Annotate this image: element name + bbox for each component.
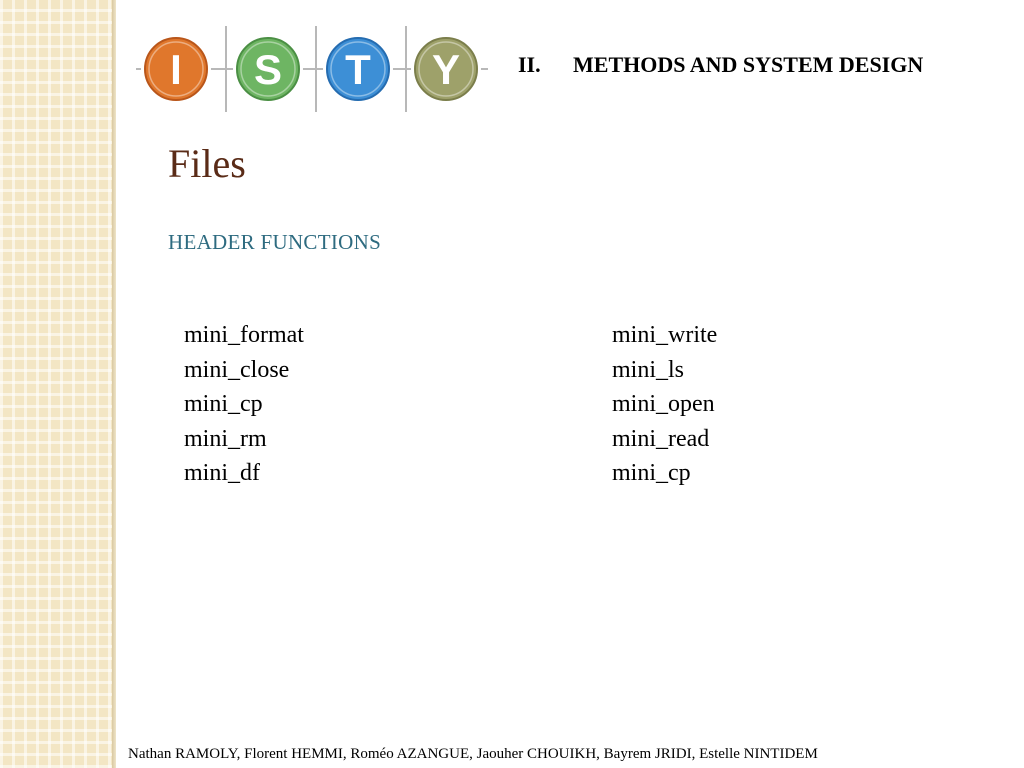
authors-footer: Nathan RAMOLY, Florent HEMMI, Roméo AZANGUE, Jaouher CHOUIKH, Bayrem JRIDI, Estelle NINTIDEM: [128, 746, 818, 762]
svg-text:I: I: [170, 46, 182, 93]
logo-circle-i: [141, 34, 211, 104]
logo-circle-t: [323, 34, 393, 104]
function-item: mini_write: [612, 322, 718, 348]
svg-text:T: T: [345, 46, 371, 93]
slide-subtitle: HEADER FUNCTIONS: [168, 230, 382, 254]
function-item: mini_df: [184, 460, 260, 486]
svg-text:Y: Y: [431, 46, 461, 93]
function-item: mini_close: [184, 356, 290, 383]
section-heading: [518, 52, 923, 78]
slide-title: Files: [168, 141, 246, 186]
functions-right-column: [612, 318, 717, 491]
logo-circle-s: [233, 34, 303, 104]
function-item: mini_cp: [612, 460, 691, 486]
isty-logo: [136, 22, 488, 116]
section-title: METHODS AND SYSTEM DESIGN: [573, 52, 924, 77]
function-item: mini_read: [612, 425, 710, 452]
logo-circle-y: [411, 34, 481, 104]
function-item: mini_rm: [184, 425, 267, 452]
functions-left-column: [184, 318, 304, 491]
svg-text:S: S: [253, 46, 283, 93]
section-number: II.: [518, 52, 541, 77]
side-band-edge: [112, 0, 116, 768]
function-item: mini_ls: [612, 356, 685, 383]
function-item: mini_cp: [184, 391, 263, 417]
function-item: mini_format: [184, 322, 304, 348]
function-item: mini_open: [612, 391, 715, 417]
decorative-side-band: [0, 0, 112, 768]
